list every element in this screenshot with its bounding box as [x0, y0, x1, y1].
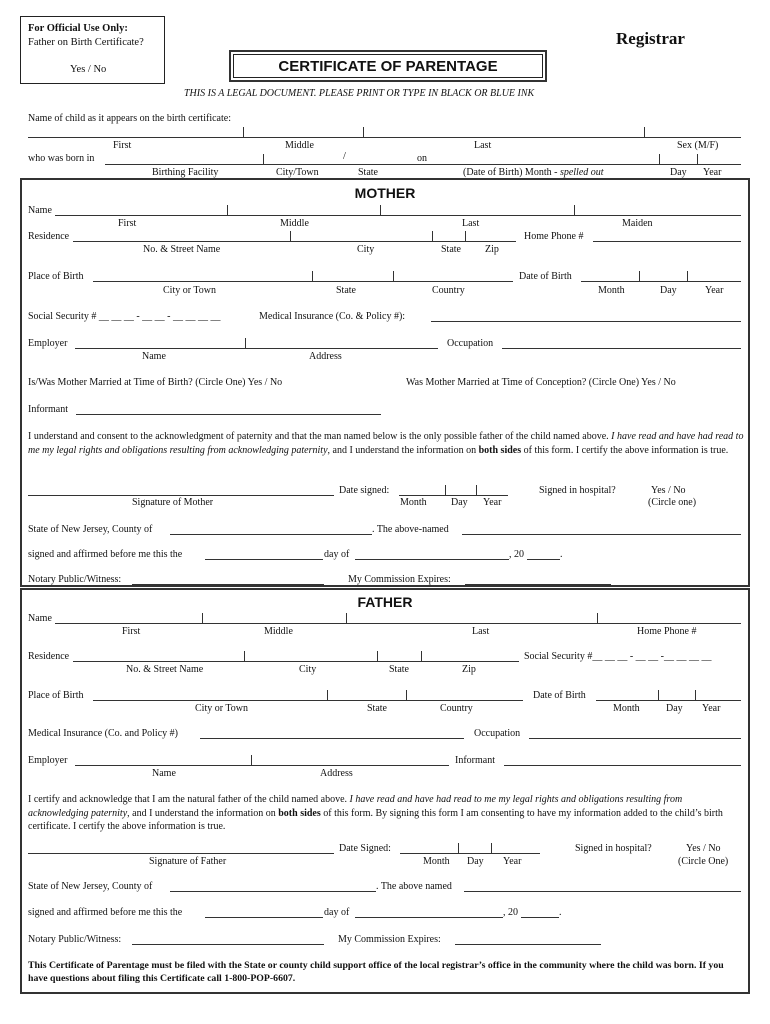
father-affirmed-label: signed and affirmed before me this the: [28, 907, 183, 918]
facility-label: Birthing Facility: [152, 167, 219, 178]
mother-county-label: State of New Jersey, County of: [28, 524, 153, 535]
dob-label: (Date of Birth) Month - spelled out: [463, 167, 604, 178]
mother-residence-line[interactable]: [73, 241, 516, 242]
mother-dob-day-label: Day: [660, 285, 677, 296]
divider: [658, 690, 659, 700]
divider: [697, 154, 698, 164]
mother-first-label: First: [118, 218, 137, 229]
mother-notary-label: Notary Public/Witness:: [28, 574, 122, 585]
divider: [251, 755, 252, 765]
mother-pob-city-label: City or Town: [163, 285, 217, 296]
mother-pob-country-label: Country: [432, 285, 465, 296]
father-county-line[interactable]: [170, 891, 376, 892]
father-signature-label: Signature of Father: [149, 856, 227, 867]
page-subtitle: THIS IS A LEGAL DOCUMENT. PLEASE PRINT OR TYPE IN BLACK OR BLUE INK: [184, 88, 535, 99]
mother-date-signed-label: Date signed:: [339, 485, 390, 496]
mother-name-label: Name: [28, 205, 52, 216]
mother-informant-label: Informant: [28, 404, 68, 415]
father-last-label: Last: [472, 626, 490, 637]
divider: [644, 127, 645, 137]
divider: [263, 154, 264, 164]
father-above-named-line[interactable]: [464, 891, 741, 892]
father-dob-label: Date of Birth: [533, 690, 586, 701]
father-in-hospital-label: Signed in hospital?: [575, 843, 652, 854]
father-date-signed-line[interactable]: [400, 853, 540, 854]
divider: [312, 271, 313, 281]
divider: /: [343, 151, 346, 162]
mother-occupation-line[interactable]: [502, 348, 741, 349]
mother-date-day-label: Day: [451, 497, 468, 508]
mother-day-of-label: day of: [324, 549, 350, 560]
mother-commission-label: My Commission Expires:: [348, 574, 451, 585]
text-label: .: [560, 549, 563, 560]
mother-notary-line[interactable]: [132, 584, 324, 585]
father-home-phone-label: Home Phone #: [637, 626, 697, 637]
father-insurance-label: Medical Insurance (Co. and Policy #): [28, 728, 178, 739]
child-last-label: Last: [474, 140, 492, 151]
father-informant-line[interactable]: [504, 765, 741, 766]
mother-circle-one-label: (Circle one): [648, 497, 697, 508]
father-residence-label: Residence: [28, 651, 70, 662]
father-middle-label: Middle: [264, 626, 293, 637]
father-dob-line[interactable]: [596, 700, 741, 701]
official-use-question: Father on Birth Certificate?: [28, 37, 144, 48]
father-signature-line[interactable]: [28, 853, 334, 854]
mother-above-named-line[interactable]: [462, 534, 741, 535]
father-name-label: Name: [28, 613, 52, 624]
on-label: on: [417, 153, 427, 164]
father-commission-line[interactable]: [455, 944, 601, 945]
mother-heading: MOTHER: [354, 185, 416, 201]
father-year-prefix: , 20: [503, 907, 518, 918]
father-pob-city-label: City or Town: [195, 703, 249, 714]
mother-signature-line[interactable]: [28, 495, 334, 496]
child-day-label: Day: [670, 167, 687, 178]
father-notary-label: Notary Public/Witness:: [28, 934, 122, 945]
mother-county-line[interactable]: [170, 534, 372, 535]
father-occupation-label: Occupation: [474, 728, 521, 739]
father-name-line[interactable]: [55, 623, 741, 624]
mother-informant-line[interactable]: [76, 414, 381, 415]
mother-consent-text: I understand and consent to the acknowledgment of paternity and that the man named below is the only possible father of the child named above. I have read and have had read to me my legal rights and obligations resulting from acknowledging paternity, and I understand the information on both sides of this form. I certify the above information is true.: [28, 431, 744, 456]
mother-affirmed-year-line[interactable]: [527, 559, 560, 560]
mother-above-named-label: . The above-named: [372, 524, 449, 535]
father-dob-day-label: Day: [666, 703, 683, 714]
mother-dob-line[interactable]: [581, 281, 741, 282]
mother-pob-line[interactable]: [93, 281, 513, 282]
divider: [491, 843, 492, 853]
father-occupation-line[interactable]: [529, 738, 741, 739]
father-affirmed-year-line[interactable]: [521, 917, 559, 918]
mother-married-conception[interactable]: Was Mother Married at Time of Conception? (Circle One) Yes / No: [406, 377, 676, 388]
mother-residence-label: Residence: [28, 231, 70, 242]
divider: [290, 231, 291, 241]
divider: [421, 651, 422, 661]
father-zip-label: Zip: [462, 664, 476, 675]
divider: [202, 613, 203, 623]
divider: [476, 485, 477, 495]
mother-commission-line[interactable]: [465, 584, 611, 585]
mother-name-line[interactable]: [55, 215, 741, 216]
father-county-label: State of New Jersey, County of: [28, 881, 153, 892]
child-sex-label: Sex (M/F): [677, 140, 719, 151]
father-date-month-label: Month: [423, 856, 450, 867]
father-pob-state-label: State: [367, 703, 387, 714]
father-first-label: First: [122, 626, 141, 637]
divider: [243, 127, 244, 137]
divider: [227, 205, 228, 215]
father-state-label: State: [389, 664, 409, 675]
child-name-prompt: Name of child as it appears on the birth certificate:: [28, 113, 231, 124]
official-use-title: For Official Use Only:: [28, 23, 128, 34]
father-above-named-label: . The above named: [376, 881, 452, 892]
father-commission-label: My Commission Expires:: [338, 934, 441, 945]
father-street-label: No. & Street Name: [126, 664, 204, 675]
divider: [458, 843, 459, 853]
child-first-label: First: [113, 140, 132, 151]
mother-middle-label: Middle: [280, 218, 309, 229]
mother-insurance-line[interactable]: [431, 321, 741, 322]
father-ssn-field[interactable]: Social Security #__ __ __ - __ __ -__ __ __ __: [524, 651, 712, 662]
divider: [406, 690, 407, 700]
mother-zip-label: Zip: [485, 244, 499, 255]
divider: [245, 338, 246, 348]
registrar-label: Registrar: [616, 29, 685, 48]
child-middle-label: Middle: [285, 140, 314, 151]
filing-instructions: This Certificate of Parentage must be filed with the State or county child support office of the local registrar’s office in the community where the child was born. If you have questions about filing this Certificate call 1-800-POP-6607.: [28, 960, 724, 984]
father-pob-line[interactable]: [93, 700, 523, 701]
father-city-label: City: [299, 664, 317, 675]
father-hospital-choice[interactable]: Yes / No: [686, 843, 721, 854]
divider: [244, 651, 245, 661]
mother-pob-label: Place of Birth: [28, 271, 84, 282]
mother-dob-year-label: Year: [705, 285, 724, 296]
mother-emp-name-label: Name: [142, 351, 166, 362]
mother-ssn-field[interactable]: Social Security # __ __ __ - __ __ - __ __ __ __: [28, 311, 221, 322]
divider: [327, 690, 328, 700]
page-title: CERTIFICATE OF PARENTAGE: [278, 58, 498, 75]
father-circle-one-label: (Circle One): [678, 856, 729, 867]
mother-city-label: City: [357, 244, 375, 255]
divider: [695, 690, 696, 700]
divider: [687, 271, 688, 281]
father-date-day-label: Day: [467, 856, 484, 867]
mother-affirmed-day-line[interactable]: [205, 559, 323, 560]
father-date-signed-label: Date Signed:: [339, 843, 391, 854]
father-pob-label: Place of Birth: [28, 690, 84, 701]
father-notary-line[interactable]: [132, 944, 324, 945]
mother-street-label: No. & Street Name: [143, 244, 221, 255]
father-informant-label: Informant: [455, 755, 495, 766]
mother-employer-line[interactable]: [75, 348, 438, 349]
mother-pob-state-label: State: [336, 285, 356, 296]
divider: [597, 613, 598, 623]
mother-affirmed-month-line[interactable]: [355, 559, 509, 560]
born-in-label: who was born in: [28, 153, 95, 164]
child-year-label: Year: [703, 167, 722, 178]
father-employer-line[interactable]: [75, 765, 449, 766]
mother-home-phone-label: Home Phone #: [524, 231, 584, 242]
mother-date-signed-line[interactable]: [399, 495, 508, 496]
mother-occupation-label: Occupation: [447, 338, 494, 349]
mother-married-birth[interactable]: Is/Was Mother Married at Time of Birth? (Circle One) Yes / No: [28, 377, 283, 388]
born-in-line[interactable]: [105, 164, 741, 165]
father-heading: FATHER: [357, 594, 413, 610]
father-emp-address-label: Address: [320, 768, 353, 779]
mother-hospital-choice[interactable]: Yes / No: [651, 485, 686, 496]
divider: [363, 127, 364, 137]
text-label: .: [559, 907, 562, 918]
father-dob-year-label: Year: [702, 703, 721, 714]
father-day-of-label: day of: [324, 907, 350, 918]
mother-date-year-label: Year: [483, 497, 502, 508]
state-label: State: [358, 167, 378, 178]
mother-affirmed-label: signed and affirmed before me this the: [28, 549, 183, 560]
divider: [574, 205, 575, 215]
mother-employer-label: Employer: [28, 338, 68, 349]
divider: [659, 154, 660, 164]
divider: [465, 231, 466, 241]
divider: [380, 205, 381, 215]
divider: [639, 271, 640, 281]
official-use-choice[interactable]: Yes / No: [70, 64, 107, 75]
mother-maiden-label: Maiden: [622, 218, 653, 229]
father-residence-line[interactable]: [73, 661, 519, 662]
mother-insurance-label: Medical Insurance (Co. & Policy #):: [259, 311, 406, 322]
father-affirmed-day-line[interactable]: [205, 917, 323, 918]
mother-home-phone-line[interactable]: [593, 241, 741, 242]
mother-dob-month-label: Month: [598, 285, 625, 296]
child-name-line[interactable]: [28, 137, 741, 138]
father-certify-text: I certify and acknowledge that I am the natural father of the child named above. I have read and have had read to me my legal rights and obligations resulting from acknowledging paternity, and I understand the information on both sides of this form. By signing this form I am consenting to have my information added to the child’s birth certificate. I certify the above information is true.: [28, 794, 723, 832]
divider: [445, 485, 446, 495]
father-insurance-line[interactable]: [200, 738, 464, 739]
mother-in-hospital-label: Signed in hospital?: [539, 485, 616, 496]
mother-dob-label: Date of Birth: [519, 271, 572, 282]
divider: [377, 651, 378, 661]
divider: [393, 271, 394, 281]
father-date-year-label: Year: [503, 856, 522, 867]
city-town-label: City/Town: [276, 167, 319, 178]
divider: [346, 613, 347, 623]
mother-last-label: Last: [462, 218, 480, 229]
mother-emp-address-label: Address: [309, 351, 342, 362]
father-dob-month-label: Month: [613, 703, 640, 714]
father-affirmed-month-line[interactable]: [355, 917, 503, 918]
mother-year-prefix: , 20: [509, 549, 524, 560]
father-employer-label: Employer: [28, 755, 68, 766]
father-pob-country-label: Country: [440, 703, 473, 714]
mother-date-month-label: Month: [400, 497, 427, 508]
father-emp-name-label: Name: [152, 768, 176, 779]
mother-state-label: State: [441, 244, 461, 255]
divider: [432, 231, 433, 241]
mother-signature-label: Signature of Mother: [132, 497, 214, 508]
